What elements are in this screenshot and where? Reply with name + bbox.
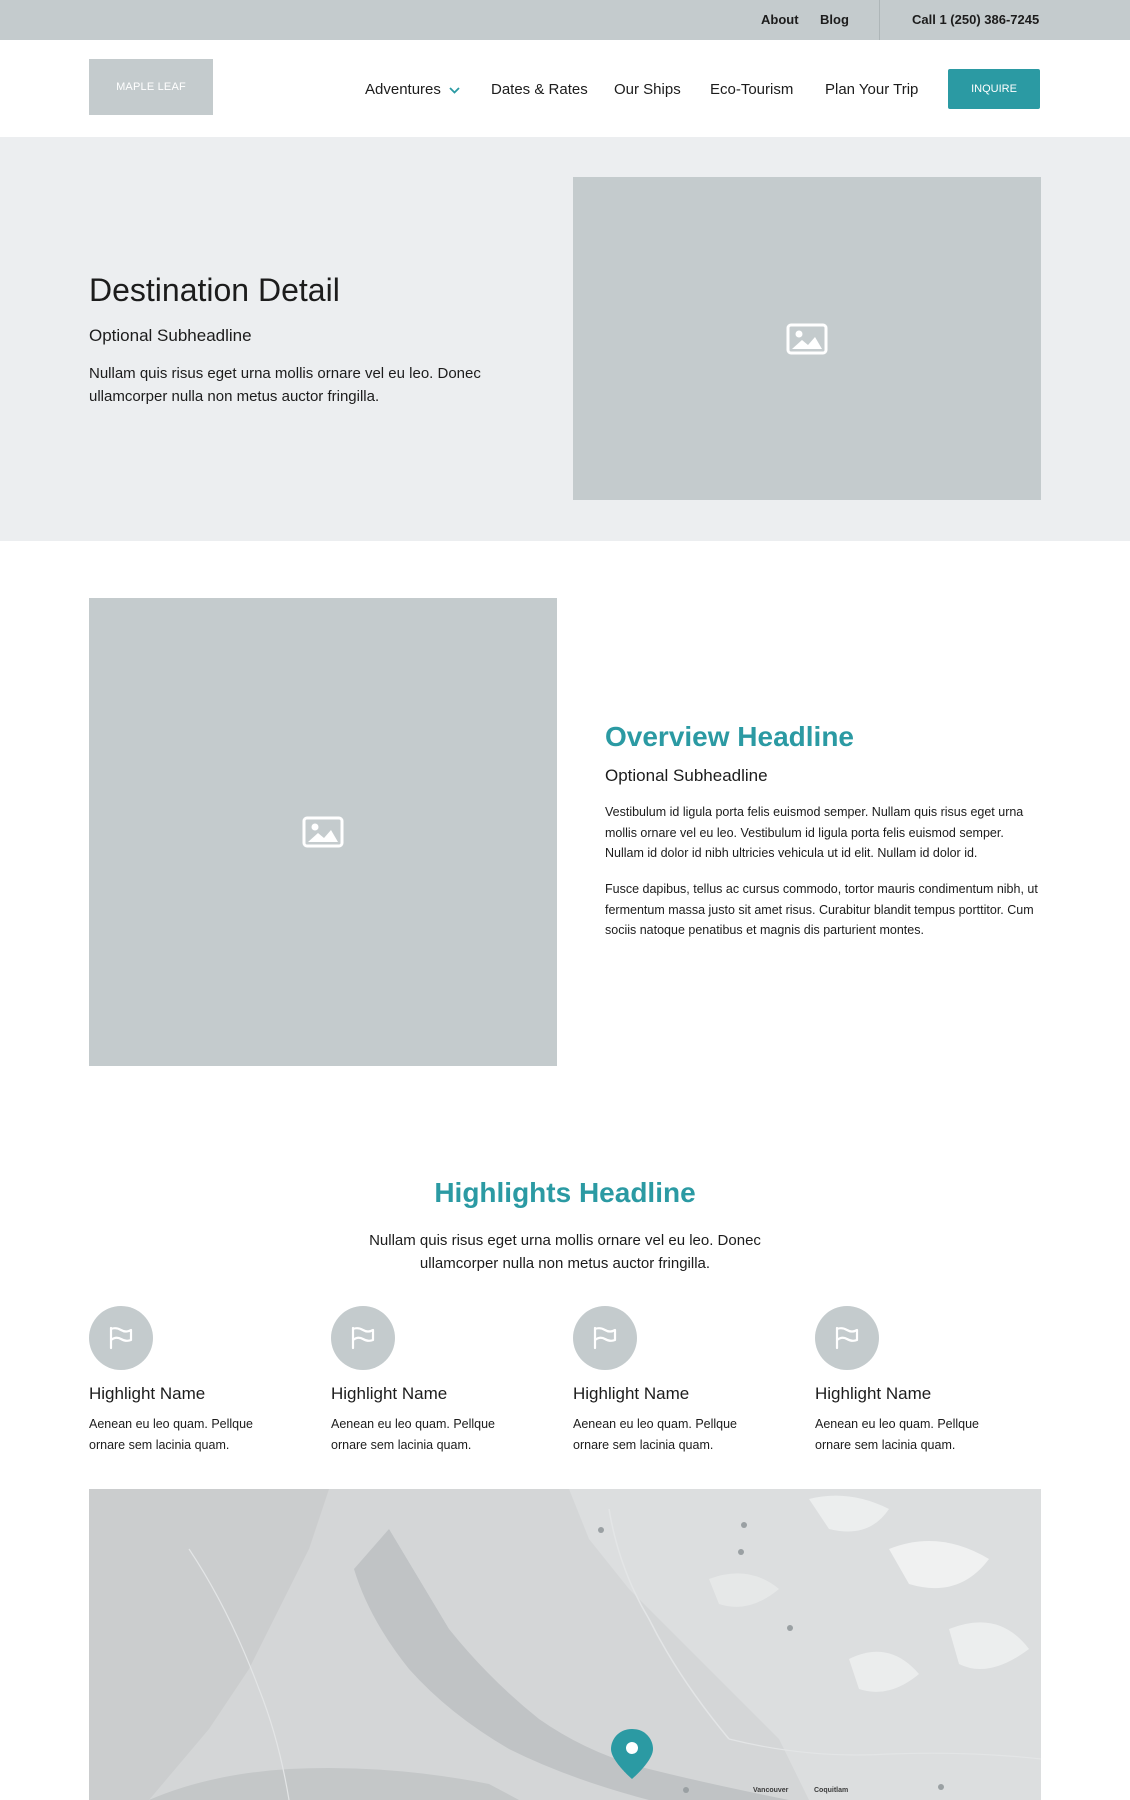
highlight-description: Aenean eu leo quam. Pellque ornare sem lacinia quam. [815, 1417, 980, 1452]
map-label-vancouver: Vancouver [753, 1787, 789, 1794]
highlight-icon-circle [573, 1306, 637, 1370]
utility-divider [879, 0, 880, 40]
highlight-card [815, 1306, 1015, 1455]
highlight-description: Aenean eu leo quam. Pellque ornare sem lacinia quam. [573, 1417, 738, 1452]
hero-subheadline: Optional Subheadline [89, 326, 252, 345]
highlight-card [573, 1306, 773, 1455]
flag-icon [350, 1326, 376, 1350]
nav-adventures-label: Adventures [365, 81, 441, 98]
logo[interactable] [89, 59, 213, 115]
highlight-icon-circle [89, 1306, 153, 1370]
destination-map[interactable] [89, 1489, 1041, 1800]
flag-icon [834, 1326, 860, 1350]
about-link[interactable]: About [761, 12, 799, 27]
chevron-down-icon [449, 87, 460, 94]
map-label-coquitlam: Coquitlam [814, 1787, 849, 1794]
blog-link[interactable]: Blog [820, 12, 849, 27]
highlight-icon-circle [815, 1306, 879, 1370]
highlight-card [89, 1306, 289, 1455]
highlight-name: Highlight Name [573, 1384, 690, 1403]
hero-image-placeholder [573, 177, 1041, 500]
logo-text: MAPLE LEAF [116, 81, 186, 93]
highlights-headline: Highlights Headline [434, 1177, 696, 1208]
overview-paragraph: Vestibulum id ligula porta felis euismod semper. Nullam quis risus eget urna mollis ornare vel eu leo. Vestibulum id ligula porta felis euismod semper. Nullam id dolor id nibh ultricies vehicula ut id elit. Nullam id dolor id. [605, 805, 1024, 860]
overview-headline: Overview Headline [605, 721, 855, 752]
map-terrain [89, 1489, 1041, 1800]
highlight-description: Aenean eu leo quam. Pellque ornare sem lacinia quam. [331, 1417, 496, 1452]
utility-bar [0, 0, 1130, 40]
highlight-name: Highlight Name [815, 1384, 932, 1403]
highlight-description: Aenean eu leo quam. Pellque ornare sem lacinia quam. [89, 1417, 254, 1452]
nav-adventures[interactable] [365, 81, 460, 98]
image-icon [786, 323, 828, 355]
page-title: Destination Detail [89, 272, 340, 308]
nav-eco-tourism[interactable]: Eco-Tourism [710, 81, 794, 98]
hero-section [0, 137, 1130, 541]
main-header [0, 40, 1130, 137]
highlight-name: Highlight Name [331, 1384, 448, 1403]
nav-our-ships[interactable]: Our Ships [614, 81, 681, 98]
hero-body-text: Nullam quis risus eget urna mollis ornare vel eu leo. Donec ullamcorper nulla non metus auctor fringilla. [89, 365, 481, 405]
highlights-intro: Nullam quis risus eget urna mollis ornare vel eu leo. Donec ullamcorper nulla non metus auctor fringilla. [369, 1232, 761, 1272]
inquire-button[interactable]: INQUIRE [948, 69, 1040, 109]
nav-plan-your-trip[interactable]: Plan Your Trip [825, 81, 919, 98]
image-icon [302, 816, 344, 848]
overview-subheadline: Optional Subheadline [605, 766, 768, 785]
highlight-name: Highlight Name [89, 1384, 206, 1403]
flag-icon [108, 1326, 134, 1350]
highlight-icon-circle [331, 1306, 395, 1370]
phone-link[interactable]: Call 1 (250) 386-7245 [912, 12, 1040, 27]
highlight-card [331, 1306, 531, 1455]
nav-dates-rates[interactable]: Dates & Rates [491, 81, 588, 98]
flag-icon [592, 1326, 618, 1350]
overview-image-placeholder [89, 598, 557, 1066]
overview-paragraph: Fusce dapibus, tellus ac cursus commodo, tortor mauris condimentum nibh, ut fermentum massa justo sit amet risus. Curabitur blandit tempus porttitor. Cum sociis natoque penatibus et magnis dis parturient montes. [605, 882, 1038, 937]
